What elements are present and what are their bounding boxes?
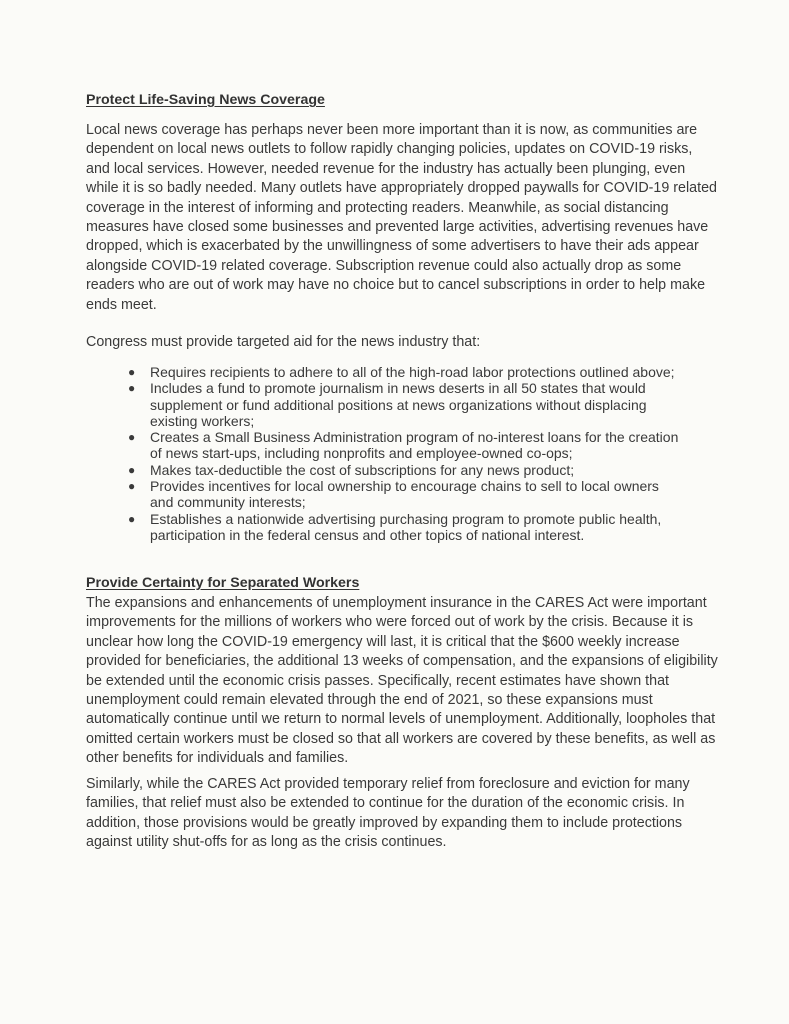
bullet-item [126,364,686,380]
bullet-item [126,380,686,429]
foreclosure-paragraph: Similarly, while the CARES Act provided temporary relief from foreclosure and eviction for many families, that relief must also be extended to continue for the duration of the economic crisis. In addition, those provisions would be greatly improved by expanding them to include protections against utility shut-offs for as long as the crisis continues. [86,776,690,851]
bullet-icon: ● [128,462,136,477]
congress-lead-sentence: Congress must provide targeted aid for the news industry that: [86,334,481,350]
section-heading-news-coverage: Protect Life-Saving News Coverage [86,92,325,108]
bullet-text: Includes a fund to promote journalism in news deserts in all 50 states that would supplement or fund additional positions at news organizations without displacing existing workers; [150,380,647,429]
news-aid-bullet-list [126,364,686,543]
unemployment-paragraph: The expansions and enhancements of unemployment insurance in the CARES Act were important improvements for the millions of workers who were forced out of work by the crisis. Because it is unclear how long the COVID-19 emergency will last, it is critical that the $600 weekly increase provided for beneficiaries, the additional 13 weeks of compensation, and the expansions of eligibility be extended until the economic crisis passes. Specifically, recent estimates have shown that unemployment could remain elevated through the end of 2021, so these expansions must automatically continue until we return to normal levels of unemployment. Additionally, loopholes that omitted certain workers must be closed so that all workers are covered by these benefits, as well as other benefits for individuals and families. [86,595,718,767]
bullet-icon: ● [128,479,136,494]
news-coverage-paragraph: Local news coverage has perhaps never been more important than it is now, as communities are dependent on local news outlets to follow rapidly changing policies, updates on COVID-19 risks, and local services. However, needed revenue for the industry has actually been plunging, even while it is so badly needed. Many outlets have appropriately dropped paywalls for COVID-19 related coverage in the interest of informing and protecting readers. Meanwhile, as social distancing measures have closed some businesses and prevented large activities, advertising revenues have dropped, which is exacerbated by the unwillingness of some advertisers to have their ads appear alongside COVID-19 related coverage. Subscription revenue could also actually drop as some readers who are out of work may have no choice but to cancel subscriptions in order to help make ends meet. [86,122,717,313]
bullet-item [126,462,686,478]
bullet-icon: ● [128,511,136,526]
bullet-text: Makes tax-deductible the cost of subscriptions for any news product; [150,461,575,478]
bullet-text: Establishes a nationwide advertising purchasing program to promote public health, participation in the federal census and other topics of national interest. [150,510,662,543]
bullet-text: Requires recipients to adhere to all of the high-road labor protections outlined above; [150,364,675,380]
bullet-item [126,511,686,544]
bullet-icon: ● [128,381,136,396]
bullet-text: Provides incentives for local ownership to encourage chains to sell to local owners and community interests; [150,478,659,511]
bullet-icon: ● [128,365,136,379]
bullet-item [126,478,686,511]
section-heading-separated-workers: Provide Certainty for Separated Workers [86,575,360,591]
bullet-text: Creates a Small Business Administration program of no-interest loans for the creation of news start-ups, including nonprofits and employee-owned co-ops; [150,429,679,462]
bullet-icon: ● [128,430,136,445]
bullet-item [126,429,686,462]
